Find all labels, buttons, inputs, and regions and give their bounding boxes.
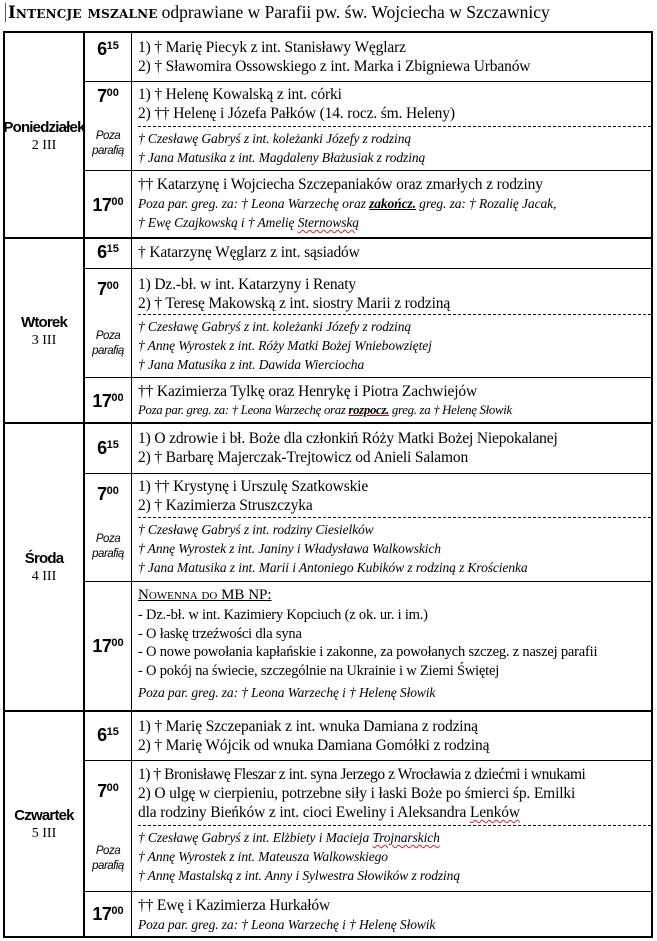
slot-1700: [85, 581, 651, 711]
day-label-cell: [5, 712, 85, 936]
day-date: 3 III: [31, 333, 57, 348]
outside-parish-label: Poza parafią: [92, 330, 124, 357]
time-cell: [85, 761, 132, 891]
day-wednesday: [5, 422, 651, 711]
outside-intention: † Czesławę Gabryś z int. rodziny Ciesielków: [138, 522, 374, 537]
time-cell: [85, 712, 132, 760]
outside-intention: † Annę Mastalską z int. Anny i Sylwestra Słowików z rodziną: [138, 868, 460, 883]
slot-0700: [85, 81, 651, 170]
time-cell: [85, 171, 132, 239]
time-cell: [85, 33, 132, 81]
day-label-cell: [5, 33, 85, 239]
mass-time: $17^{00}$: [92, 391, 124, 411]
intention: 1) Dz.-bł. w int. Katarzyny i Renaty: [138, 276, 356, 293]
time-cell: [85, 474, 132, 581]
outside-parish-label: Poza parafią: [92, 845, 124, 872]
day-tuesday: [5, 237, 651, 424]
intention: 1) † Marię Piecyk z int. Stanisławy Węglarz: [138, 39, 406, 56]
document-title: [8, 2, 550, 23]
day-name: Środa: [24, 550, 64, 567]
outside-intention: † Czesławę Gabryś z int. Elżbiety i Macieja Trojnarskich: [138, 830, 440, 845]
gregorian-note: † Ewę Czajkowską i † Amelię Sternowską: [138, 215, 359, 230]
dashed-separator: [138, 825, 651, 826]
intention: 1) † Helenę Kowalską z int. córki: [138, 86, 342, 103]
slot-0615: [85, 33, 651, 81]
time-cell: [85, 239, 132, 268]
intention: †† Ewę i Kazimierza Hurkałów: [138, 897, 331, 914]
outside-intention: † Jana Matusika z int. Dawida Wierciocha: [138, 357, 365, 372]
outside-intention: † Annę Wyrostek z int. Róży Matki Bożej Wniebowziętej: [138, 338, 432, 353]
slot-0700: [85, 760, 651, 891]
mass-time: $17^{00}$: [92, 904, 124, 924]
intention: 1) †† Krystynę i Urszulę Szatkowskie: [138, 478, 369, 495]
title-caps: Intencje mszalne: [8, 3, 158, 22]
novena-intention: - O nowe powołania kapłańskie i zakonne, za powołanych szczeg. z naszej parafii: [138, 644, 598, 661]
day-monday: [5, 33, 651, 239]
mass-time: $7^{00}$: [97, 484, 119, 504]
gregorian-note: Poza par. greg. za: † Leona Warzechę oraz zakończ. greg. za: † Rozalię Jacak,: [138, 196, 557, 211]
gregorian-note: Poza par. greg. za: † Leona Warzechę i † Helenę Słowik: [138, 917, 436, 932]
intention: 2) † Barbarę Majerczak-Trejtowicz od Anieli Salamon: [138, 449, 469, 466]
day-thursday: [5, 710, 651, 936]
dashed-separator: [138, 126, 651, 127]
day-label-cell: [5, 239, 85, 424]
slot-0700: [85, 473, 651, 581]
mass-time: $7^{00}$: [97, 781, 119, 801]
novena-intention: - O pokój na świecie, szczególnie na Ukrainie i w Ziemi Świętej: [138, 662, 500, 679]
intention: 1) O zdrowie i bł. Boże dla członkiń Róży Matki Bożej Niepokalanej: [138, 430, 558, 447]
mass-time: $6^{15}$: [97, 725, 119, 745]
time-cell: [85, 82, 132, 170]
outside-intention: † Jana Matusika z int. Marii i Antoniego Kubików z rodziną z Krościenka: [138, 560, 528, 575]
mass-intentions-table: [3, 31, 653, 938]
time-cell: [85, 892, 132, 938]
slot-0615: [85, 712, 651, 760]
outside-intention: † Annę Wyrostek z int. Mateusza Walkowskiego: [138, 849, 388, 864]
day-date: 5 III: [31, 825, 57, 841]
time-cell: [85, 378, 132, 424]
day-date: 4 III: [31, 569, 57, 584]
time-cell: [85, 269, 132, 377]
intention: 2) † Teresę Makowską z int. siostry Marii z rodziną: [138, 295, 451, 312]
title-rest: odprawiane w Parafii pw. św. Wojciecha w Szczawnicy: [161, 2, 550, 22]
novena-intention: - Dz.-bł. w int. Kazimiery Kopciuch (z ok. ur. i im.): [138, 607, 428, 623]
gregorian-note: Poza par. greg. za: † Leona Warzechę i † Helenę Słowik: [138, 685, 436, 701]
dashed-separator: [138, 517, 651, 518]
day-date: 2 III: [31, 137, 57, 153]
slot-1700: [85, 891, 651, 938]
day-name: Poniedziałek: [3, 118, 85, 136]
intention: †† Kazimierza Tylkę oraz Henrykę i Piotra Zachwiejów: [138, 383, 478, 400]
intention: 2) O ulgę w cierpieniu, potrzebne siły i łaski Boże po śmierci śp. Emilki: [138, 785, 576, 802]
time-cell: [85, 582, 132, 711]
gregorian-note: Poza par. greg. za: † Leona Warzechę oraz rozpocz. greg. za † Helenę Słowik: [138, 403, 512, 417]
day-name: Czwartek: [14, 806, 74, 824]
intention: 1) † Marię Szczepaniak z int. wnuka Damiana z rodziną: [138, 718, 478, 735]
day-label-cell: [5, 424, 85, 711]
outside-parish-label: Poza parafią: [92, 533, 124, 560]
mass-time: $6^{15}$: [97, 438, 119, 458]
novena-intention: - O łaskę trzeźwości dla syna: [138, 625, 302, 642]
mass-time: $7^{00}$: [97, 86, 119, 106]
intention: †† Katarzynę i Wojciecha Szczepaniaków oraz zmarłych z rodziny: [138, 176, 543, 193]
mass-time: $17^{00}$: [92, 195, 124, 215]
mass-time: $6^{15}$: [97, 39, 119, 59]
slot-0615: [85, 424, 651, 473]
mass-time: $17^{00}$: [92, 636, 124, 656]
intention: 2) †† Helenę i Józefa Pałków (14. rocz. śm. Heleny): [138, 105, 455, 122]
outside-intention: † Jana Matusika z int. Magdaleny Błażusiak z rodziną: [138, 150, 426, 165]
day-name: Wtorek: [20, 314, 68, 331]
novena-title: Nowenna do MB NP:: [138, 587, 272, 603]
dashed-separator: [138, 314, 651, 315]
outside-intention: † Czesławę Gabryś z int. koleżanki Józefy z rodziną: [138, 319, 412, 334]
outside-parish-label: Poza parafią: [92, 130, 124, 157]
text-cursor: [5, 3, 6, 22]
outside-intention: † Annę Wyrostek z int. Janiny i Władysława Walkowskich: [138, 541, 441, 556]
outside-intention: † Czesławę Gabryś z int. koleżanki Józefy z rodziną: [138, 131, 412, 146]
intention: dla rodziny Bieńków z int. cioci Eweliny i Aleksandra Lenków: [138, 804, 520, 821]
time-cell: [85, 424, 132, 473]
intention: 2) † Marię Wójcik od wnuka Damiana Gomółki z rodziną: [138, 737, 490, 754]
slot-1700: [85, 170, 651, 239]
slot-0700: [85, 268, 651, 377]
slot-0615: [85, 239, 651, 268]
slot-1700: [85, 377, 651, 424]
intention: † Katarzynę Węglarz z int. sąsiadów: [138, 244, 360, 261]
intention: 2) † Sławomira Ossowskiego z int. Marka i Zbigniewa Urbanów: [138, 58, 531, 75]
intention: 2) † Kazimierza Struszczyka: [138, 497, 313, 514]
mass-time: $6^{15}$: [97, 242, 119, 262]
mass-time: $7^{00}$: [97, 279, 119, 299]
intention: 1) † Bronisławę Fleszar z int. syna Jerzego z Wrocławia z dziećmi i wnukami: [138, 766, 586, 783]
